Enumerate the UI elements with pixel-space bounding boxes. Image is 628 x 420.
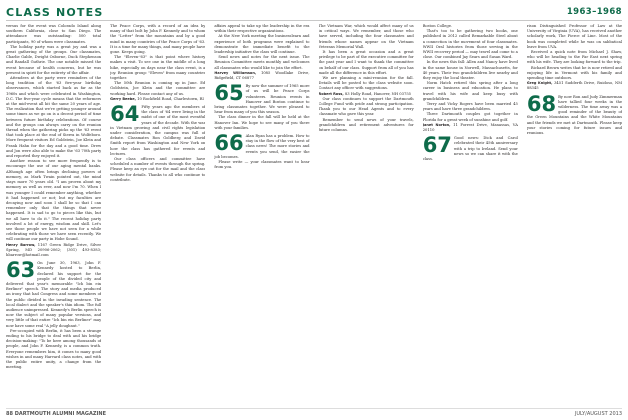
paragraph: We are planning a mini-reunion for the fall. Details will be posted to the class website soon. Contact any officer with suggestions.: [318, 76, 414, 91]
paragraph: Norm Hatch retired this spring after a long career in business and education. He plans to travel with his wife and keep busy with grandchildren.: [422, 81, 518, 101]
class-secretary: Robert Ross, 83 Holly Road, Hanover, NH 03755: [318, 91, 412, 96]
paragraph: Please write — your classmates want to hear from you.: [214, 160, 310, 170]
class-year-number: 66: [214, 131, 244, 156]
paragraph: It has been a great occasion and a great privilege to be part of the executive committee for the past year and I want to thank the committee on behalf of our class. Support from all of you has made all the difference in this effort.: [318, 50, 414, 75]
class-year-number: 64: [110, 102, 140, 127]
paragraph: The Vietnam War, which would affect many of us in critical ways. We remember, and those who have served, including the four classmates and friends whose names appear on the Vietnam Veterans Memorial Wall.: [318, 24, 414, 49]
column-2: [110, 24, 205, 408]
issue-date: JULY/AUGUST 2013: [574, 411, 622, 417]
paragraph: Boston College.: [422, 24, 453, 28]
paragraph: Fifty years ago the members of the class of '64 were living in the midst of one of the most eventful years of the decade. With the war in Vietnam growing and civil rights legislation under consideration, the campus was full of debate. Classmates Ron Goldberg and David Smith report from Washington and New York on how the class has gathered for events and lectures.: [110, 105, 206, 156]
class-entry-66: [214, 131, 310, 160]
paragraph: rison Distinguished Professor of Law at the University of Virginia (UVA), has received another scholarly work, The Fierce of Line. Most of the book was completed while he was on sabbatical leave from UVA.: [526, 24, 623, 49]
paragraph: Attendees at the party were reminders of the long tradition of the '63 five-year birthday observances, which started back as far as the 1960s and which were celebrated in Washington, D.C. The five-year cycle means that the reformers at the mid-event all hit the same 20 years of age. The realization that we're getting younger around some times as we go on is a decent period of time between future birthday celebrations. Of course and the groups can always carry on the reunion thread when the gathering picks up the '63 event that took place at the end of Sierra in Wolfeboro. More frequent visitors Ed Goldstein, Joe Klein and Frank Hahn for the day and a good time. Drew and Jon were also able to make the '63 70th party and reported they enjoyed it.: [6, 76, 102, 159]
column-5: [423, 24, 518, 408]
paragraph: By now Ron and Judy Zimmerman have tallied four weeks in the wilderness. The time away was a good reminder of the beauty of the Green Mountains and the White Mountains and the friends we met at Dartmouth. Please keep your stories coming for future issues and reunions.: [526, 94, 623, 136]
column-6: [527, 24, 622, 408]
paragraph: The 50th Reunion is coming up in June. Ed Goldstein, Joe Klein and the committee are working hard. Please contact any of us.: [110, 81, 206, 96]
page-header: [6, 6, 622, 21]
column-1: [6, 24, 101, 408]
class-secretary: Gerry Beebe, 10 Rockfield Road, Charlestown, RI: [110, 96, 204, 101]
magazine-name: 88 DARTMOUTH ALUMNI MAGAZINE: [6, 411, 106, 417]
paragraph: Alan Ryan has a problem. How to stay in the flow of the very best of class news! The more stories and events you send, the easier the job becomes.: [214, 134, 310, 159]
paragraph: versus for the event was Colorado Island along southern California, close to San Diego. The attendance was outstanding: 500 total participants, 90 of whom were classmates.: [6, 24, 102, 44]
paragraph: Pre-occupied with Berlin, it has been a strange ending to his bridge to deal with and his bridge decision-making: "To be here among thousands of people, and John F. Kennedy, is a common truth. Everyone remembers him, it comes to many good wishes in and many Harvard class notes, and with the public entire unity, a change from the meeting.: [6, 328, 102, 370]
columns: [6, 24, 622, 408]
paragraph: On June 30, 1963, John F. Kennedy hosted to Berlin, declared his support for the people of the divided city and delivered that year's memorable "Ich bin ein Berliner" speech. The story and media produced an irony that had Congress and some members of the public divided in the invading sentence. The local dialect and the speaker's thin idiom. The full audience unimpressed. Kennedy's Berlin speech is now the subject of many popular versions, and very little of that entire "Ich bin ein Berliner" may now have some real "A jelly doughnut.": [6, 261, 102, 328]
paragraph: Good news: Dick and Carol celebrated their 45th anniversary with a trip to Ireland. Send your news so we can share it with the class.: [422, 136, 518, 162]
paragraph: The class dinner in the fall will be held at the Hanover Inn. We hope to see many of you there with your families.: [214, 115, 310, 130]
column-3: [214, 24, 309, 408]
paragraph: affairs appeal to take up the leadership in the era within their respective organizations.: [214, 24, 310, 34]
class-year-number: 63: [6, 258, 36, 283]
paragraph: In the news this fall: Allen and Nancy have lived in the same house in Norwell, Massachusetts, for 40 years. Their two grandchildren live nearby and they enjoy the local theater.: [422, 60, 518, 81]
class-secretary: Harvey Williamson, 1085 Woodlake Drive, Ridgefield, CT 06877: [214, 70, 310, 81]
class-secretary: Henry Barrow, 1167 Green Ridge Drive, Silver Spring, MD 20906-2062; (301) 493-8383; hbarrow@hotmail.com: [6, 242, 102, 257]
class-year-number: 68: [526, 91, 557, 116]
page-footer: [6, 408, 622, 418]
paragraph: Our class officers and committee have scheduled a number of events through the spring. Please keep an eye out for the mail and the class website for details. Thanks to all who continue to contribute.: [110, 157, 206, 182]
class-entry-63: [6, 258, 102, 370]
paragraph: Terry and Vicky Rogers have been married 45 years and have three grandchildren.: [422, 102, 518, 112]
class-entry-67: [422, 133, 518, 162]
class-entry-68: [526, 91, 623, 137]
paragraph: The holiday party was a great joy and was a great gathering of the groups. Our classmates, Charlie Gable, Dwight Osborne, Duck Stephenson and Randall Guthrie. The one notable missed the event because of health concerns, but he was present in spirit for the entirety of the affair.: [6, 44, 102, 75]
class-entry-64: [110, 102, 206, 157]
paragraph: Our class continues to support the Dartmouth College Fund with pride and strong participation. Thank you to our Head Agents and to every classmate who gave this year.: [318, 96, 414, 117]
class-secretary: Greg Knight, 3451 Sudderth Drive, Ruidoso, NM 88345: [526, 81, 623, 91]
class-years: 1963–1968: [566, 7, 622, 17]
paragraph: Another reason to see more frequently is to encourage the use of our aging mental banks. Although age often brings declining powers of memory, as Mark Twain pointed out, the mind stays more 70 years old. "I am proven about my memory as well as ever, and now I'm 70. When I was younger I could remember anything, whether it had happened or not; but my faculties are decaying now and soon I shall be so that I can remember only that the things that never happened. It is sad to go to pieces like this, but we all have to do it." The recent holiday party involved a lot of energy, wisdom and skill. Let's see those people we have not seen for a while celebrating with those we have seen recently. We will continue our party in Hobe Sound.: [6, 159, 102, 242]
class-entry-65: [214, 81, 310, 115]
paragraph: The "Eleven-'63" is that point where history makes a visit. To see one in the middle of a long hike, especially on days near the class event, is a joy. Reunion group: "Eleven" from many countries together.: [110, 55, 206, 81]
paragraph: By now the summer of 1965 more of us will be Peace Corps volunteers. Reunion events in Hanover and Boston continue to bring classmates together. We were pleased to hear from many of you this season.: [214, 84, 310, 115]
column-4: [319, 24, 414, 408]
paragraph: At the New York meeting the businesslearn and experience of both programs were explained to demonstrate the immediate benefit to the leadership initiative the class will continue.: [214, 34, 310, 55]
section-title: CLASS NOTES: [6, 6, 104, 19]
paragraph: Remember to send news of your travels, grandchildren and retirement adventures for future columns.: [318, 117, 414, 133]
paragraph: Three Dartmouth couples got together in Florida for a great week of sunshine and golf.: [422, 112, 518, 122]
paragraph: That's too to be gathering two books, one published in 2012 called Remarkable Steel about a connection in the movement of four classmates. WWII Oral histories from those serving in the WWII recovery period — may travel and come to a close. Our combined Jay Sears and Susan Ward.: [422, 29, 518, 60]
paragraph: Received a quick note from Michael J. Shaw, who will be heading to the Far East next spring with his wife. They are looking forward to the trip.: [526, 50, 623, 65]
paragraph: The Peace Corps, with a record of an idea by many of that bolt by John F. Kennedy and to whom the "Letter" from the mountains and by a good mind in many countries of the Peace Corps of '63. It is a time for many things, and many people have gone. Keeps going.: [110, 24, 206, 55]
paragraph: Richard Brown writes that he is now retired and enjoying life in Vermont with his family and spending time outdoors.: [526, 65, 623, 81]
class-secretary: Janet Norton, 11 Forrest Drive, Manassas, VA 20110: [422, 122, 518, 133]
class-year-number: 65: [214, 81, 244, 106]
class-year-number: 67: [422, 133, 452, 158]
paragraph: Send news and notes for the next issue. The Reunion Committee meets monthly and welcomes all classmates who would like to join the effort.: [214, 55, 310, 70]
